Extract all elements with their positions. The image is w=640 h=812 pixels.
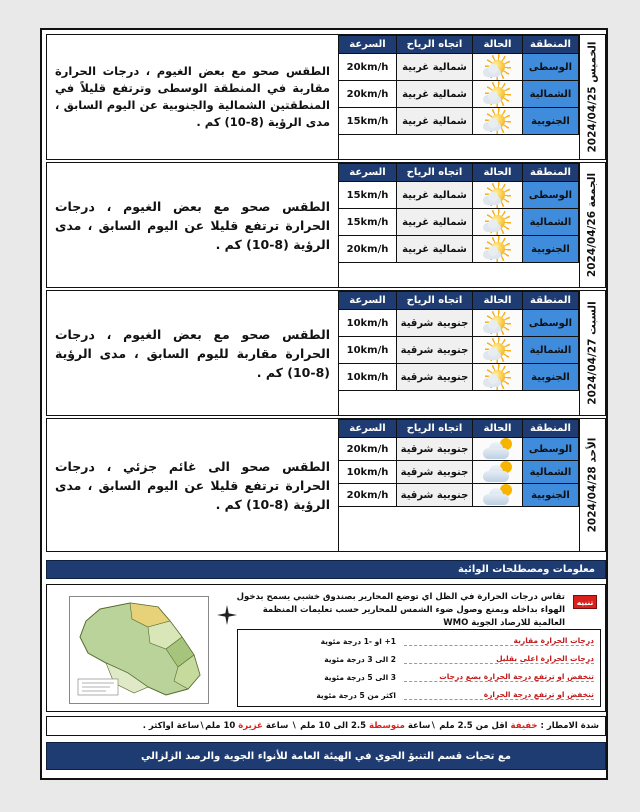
region-name: الوسطى (523, 182, 579, 209)
forecast-table (338, 419, 579, 507)
legend-row (244, 668, 594, 686)
region-name: الوسطى (523, 54, 579, 81)
legend-range: 3 الى 5 درجة مئوية (324, 672, 396, 682)
day-description: الطقس صحو مع بعض الغيوم ، درجات الحرارة ترتفع قليلا عن اليوم السابق ، مدى الرؤية (8-10) كم . (47, 163, 339, 287)
header-speed: السرعة (339, 36, 397, 54)
rain-moderate-desc: 2.5 الى 10 ملم ∖ ساعة (265, 721, 367, 731)
day-description: الطقس صحو مع بعض الغيوم ، درجات الحرارة مقاربة في المنطقة الوسطى وترتفع قليلاً في المنطقتين الشمالية والجنوبية عن اليوم السابق ، مدى الرؤية (8-10) كم . (47, 35, 339, 159)
header-region: المنطقة (523, 420, 579, 438)
legend-range: 1+ او -1 درجة مئوية (320, 636, 396, 646)
rain-heavy-desc: 10 ملم∖ساعة اواكثر . (142, 721, 236, 731)
info-banner: معلومات ومصطلحات الوائية (46, 560, 606, 579)
wind-direction: جنوبية شرقية (397, 484, 473, 507)
iraq-map-image (69, 596, 209, 704)
wind-direction: جنوبية شرقية (397, 337, 473, 364)
partly-sunny-icon (485, 81, 511, 107)
wind-speed: 10km/h (339, 461, 397, 484)
partly-sunny-icon (485, 236, 511, 262)
wind-speed: 15km/h (339, 182, 397, 209)
header-state: الحالة (473, 36, 523, 54)
wind-direction: شمالية غربية (397, 182, 473, 209)
rain-light-desc: اقل من 2.5 ملم ∖ساعة (407, 721, 508, 731)
legend-range: 2 الى 3 درجة مئوية (324, 654, 396, 664)
note-text: تقاس درجات الحرارة في الظل اي توضع المحارير بصندوق خشبي يسمح بدخول الهواء بداخله ويمنع وصول ضوء الشمس للمحارير حسب تعليمات المنظمة العالمية للارصاد الجوية WMO (236, 592, 565, 628)
legend-term: درجات الحرارة اعلى بقليل (404, 654, 594, 664)
wind-speed: 15km/h (339, 108, 397, 135)
header-region: المنطقة (523, 164, 579, 182)
day-date: الأحد 2024/04/28 (579, 419, 605, 551)
note-box (237, 591, 601, 627)
partly-sunny-icon (485, 310, 511, 336)
legend-row (244, 686, 594, 704)
wind-direction: جنوبية شرقية (397, 461, 473, 484)
day-forecast (46, 290, 606, 416)
header-region: المنطقة (523, 36, 579, 54)
rain-light: خفيفة (510, 721, 538, 731)
legend-row (244, 650, 594, 668)
wind-direction: شمالية غربية (397, 54, 473, 81)
region-name: الشمالية (523, 81, 579, 108)
day-forecast (46, 418, 606, 552)
rain-intensity-line (46, 716, 606, 736)
region-name: الجنوبية (523, 108, 579, 135)
header-state: الحالة (473, 420, 523, 438)
footer-banner: مع تحيات قسم التنبؤ الجوي في الهيئة العامة للأنواء الجوية والرصد الزلزالي (46, 742, 606, 770)
wind-direction: شمالية غربية (397, 81, 473, 108)
region-name: الشمالية (523, 461, 579, 484)
region-name: الجنوبية (523, 236, 579, 263)
forecast-table (338, 163, 579, 263)
wind-direction: جنوبية شرقية (397, 364, 473, 391)
wind-speed: 20km/h (339, 54, 397, 81)
wind-direction: جنوبية شرقية (397, 310, 473, 337)
partly-cloudy-icon (483, 461, 513, 483)
wind-speed: 10km/h (339, 310, 397, 337)
day-description: الطقس صحو مع بعض الغيوم ، درجات الحرارة مقاربة لليوم السابق ، مدى الرؤية (8-10) كم . (47, 291, 339, 415)
day-date: الخميس 2024/04/25 (579, 35, 605, 159)
header-region: المنطقة (523, 292, 579, 310)
partly-sunny-icon (485, 364, 511, 390)
region-name: الوسطى (523, 310, 579, 337)
partly-cloudy-icon (483, 438, 513, 460)
header-state: الحالة (473, 292, 523, 310)
legend-range: اكثر من 5 درجة مئوية (316, 690, 396, 700)
legend-term: تنخفض او ترتفع درجة الحرارة (404, 690, 594, 700)
day-date: الجمعة 2024/04/26 (579, 163, 605, 287)
rain-moderate: متوسطة (369, 721, 405, 731)
partly-sunny-icon (485, 108, 511, 134)
partly-sunny-icon (485, 209, 511, 235)
legend-row (244, 632, 594, 650)
partly-sunny-icon (485, 337, 511, 363)
wind-speed: 15km/h (339, 209, 397, 236)
day-date: السبت 2024/04/27 (579, 291, 605, 415)
partly-cloudy-icon (483, 484, 513, 506)
temperature-legend (237, 629, 601, 707)
header-speed: السرعة (339, 292, 397, 310)
info-section (46, 584, 606, 712)
region-name: الجنوبية (523, 484, 579, 507)
legend-term: درجات الحرارة مقاربة (404, 636, 594, 646)
compass-icon (217, 605, 237, 625)
wind-speed: 20km/h (339, 81, 397, 108)
region-name: الجنوبية (523, 364, 579, 391)
wind-direction: شمالية غربية (397, 108, 473, 135)
header-direction: اتجاه الرياح (397, 36, 473, 54)
wind-speed: 10km/h (339, 337, 397, 364)
region-name: الشمالية (523, 337, 579, 364)
warning-badge: تنبيه (573, 595, 597, 609)
wind-direction: شمالية غربية (397, 236, 473, 263)
legend-term: تنخفض او ترتفع درجة الحرارة بضع درجات (404, 672, 594, 682)
wind-speed: 10km/h (339, 364, 397, 391)
rain-heavy: غزيرة (238, 721, 263, 731)
day-description: الطقس صحو الى غائم جزئي ، درجات الحرارة ترتفع قليلا عن اليوم السابق ، مدى الرؤية (8-10) كم . (47, 419, 339, 551)
rain-label: شدة الامطار : (540, 721, 599, 731)
header-speed: السرعة (339, 164, 397, 182)
forecast-table (338, 291, 579, 391)
region-name: الشمالية (523, 209, 579, 236)
header-state: الحالة (473, 164, 523, 182)
header-direction: اتجاه الرياح (397, 292, 473, 310)
forecast-table (338, 35, 579, 135)
header-speed: السرعة (339, 420, 397, 438)
wind-direction: شمالية غربية (397, 209, 473, 236)
day-forecast (46, 34, 606, 160)
wind-direction: جنوبية شرقية (397, 438, 473, 461)
wind-speed: 20km/h (339, 438, 397, 461)
forecast-page (40, 28, 608, 780)
header-direction: اتجاه الرياح (397, 164, 473, 182)
partly-sunny-icon (485, 54, 511, 80)
region-name: الوسطى (523, 438, 579, 461)
partly-sunny-icon (485, 182, 511, 208)
wind-speed: 20km/h (339, 484, 397, 507)
day-forecast (46, 162, 606, 288)
header-direction: اتجاه الرياح (397, 420, 473, 438)
wind-speed: 20km/h (339, 236, 397, 263)
